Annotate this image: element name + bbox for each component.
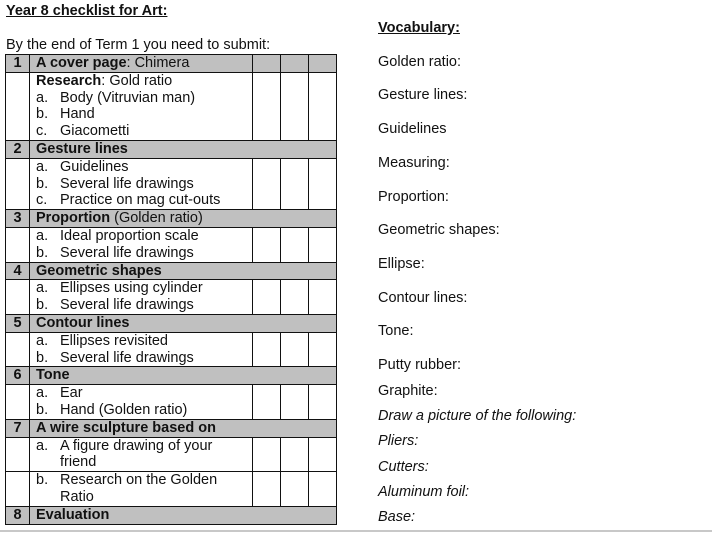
draw-prompt: Draw a picture of the following:: [378, 408, 577, 424]
vocab-term: Gesture lines:: [378, 87, 468, 103]
checkbox-cell[interactable]: [253, 332, 281, 367]
checkbox-cell[interactable]: [309, 385, 337, 420]
vocab-term: Geometric shapes:: [378, 222, 500, 238]
checklist-section-2: 2 Gesture lines: [6, 140, 337, 158]
checklist-section-6: 6 Tone: [6, 367, 337, 385]
list-item: b. Several life drawings: [36, 349, 194, 366]
table-row: [6, 158, 337, 209]
vocab-term: Guidelines: [378, 121, 447, 137]
vocabulary-heading: Vocabulary:: [378, 20, 460, 36]
vocab-term: Golden ratio:: [378, 54, 462, 70]
checkbox-cell[interactable]: [309, 72, 337, 140]
list-item: b. Hand: [36, 106, 95, 123]
list-item: a. Body (Vitruvian man): [36, 89, 196, 106]
checkbox-cell[interactable]: [309, 280, 337, 315]
checkbox-cell[interactable]: [281, 72, 309, 140]
vocab-term: Ellipse:: [378, 256, 425, 272]
checkbox-cell[interactable]: [309, 472, 337, 507]
checkbox-cell[interactable]: [253, 280, 281, 315]
checkbox-cell[interactable]: [309, 158, 337, 209]
checkbox-cell[interactable]: [253, 385, 281, 420]
checkbox-cell[interactable]: [253, 227, 281, 262]
page-divider: [0, 530, 712, 532]
list-item: a. Ellipses revisited: [36, 332, 168, 349]
checklist-section-7: 7 A wire sculpture based on: [6, 419, 337, 437]
checkbox-cell[interactable]: [253, 437, 281, 472]
vocab-term: Proportion:: [378, 189, 449, 205]
list-item: c. Giacometti: [36, 123, 130, 140]
checkbox-cell[interactable]: [253, 158, 281, 209]
list-item: a. Ear: [36, 385, 83, 402]
vocab-term: Putty rubber:: [378, 357, 462, 373]
list-item: b. Several life drawings: [36, 244, 194, 261]
list-item: b. Several life drawings: [36, 297, 194, 314]
list-item: a. Ideal proportion scale: [36, 227, 199, 244]
vocab-term: Graphite:: [378, 383, 438, 399]
table-row: [6, 227, 337, 262]
page-title: Year 8 checklist for Art:: [6, 3, 168, 19]
table-row: [6, 385, 337, 420]
list-item: c. Practice on mag cut-outs: [36, 192, 221, 209]
vocab-term: Measuring:: [378, 155, 450, 171]
checkbox-cell[interactable]: [281, 332, 309, 367]
list-item: b. Hand (Golden ratio): [36, 401, 188, 418]
checkbox-cell[interactable]: [281, 158, 309, 209]
list-item: a. Guidelines: [36, 158, 129, 175]
draw-item: Base:: [378, 509, 416, 525]
checkbox-cell[interactable]: [309, 227, 337, 262]
checklist-section-3: 3 Proportion (Golden ratio): [6, 210, 337, 228]
checkbox-cell[interactable]: [281, 55, 309, 73]
checkbox-cell[interactable]: [253, 472, 281, 507]
checkbox-cell[interactable]: [309, 55, 337, 73]
intro-text: By the end of Term 1 you need to submit:: [6, 37, 271, 53]
checkbox-cell[interactable]: [281, 472, 309, 507]
checklist-section-1: 1 A cover page: Chimera: [6, 55, 337, 73]
table-row: [6, 332, 337, 367]
table-row: [6, 437, 337, 472]
checklist-section-5: 5 Contour lines: [6, 314, 337, 332]
list-item: a. A figure drawing of your friend: [36, 437, 213, 471]
checklist-table: [5, 54, 337, 525]
table-row: Research: Gold ratio a. Body (Vitruvian man) b. Hand c. Giacometti: [6, 72, 337, 140]
list-item: b. Several life drawings: [36, 175, 194, 192]
draw-item: Pliers:: [378, 433, 419, 449]
draw-item: Cutters:: [378, 459, 429, 475]
vocab-term: Tone:: [378, 323, 414, 339]
table-row: [6, 280, 337, 315]
checkbox-cell[interactable]: [281, 227, 309, 262]
checkbox-cell[interactable]: [281, 385, 309, 420]
checklist-section-8: 8 Evaluation: [6, 506, 337, 524]
list-item: a. Ellipses using cylinder: [36, 280, 203, 297]
table-row: [6, 472, 337, 507]
checkbox-cell[interactable]: [309, 437, 337, 472]
vocab-term: Contour lines:: [378, 290, 468, 306]
checkbox-cell[interactable]: [253, 55, 281, 73]
checkbox-cell[interactable]: [309, 332, 337, 367]
checkbox-cell[interactable]: [253, 72, 281, 140]
checkbox-cell[interactable]: [281, 437, 309, 472]
list-item: b. Research on the Golden Ratio: [36, 472, 218, 505]
checklist-section-4: 4 Geometric shapes: [6, 262, 337, 280]
draw-item: Aluminum foil:: [378, 484, 470, 500]
checkbox-cell[interactable]: [281, 280, 309, 315]
